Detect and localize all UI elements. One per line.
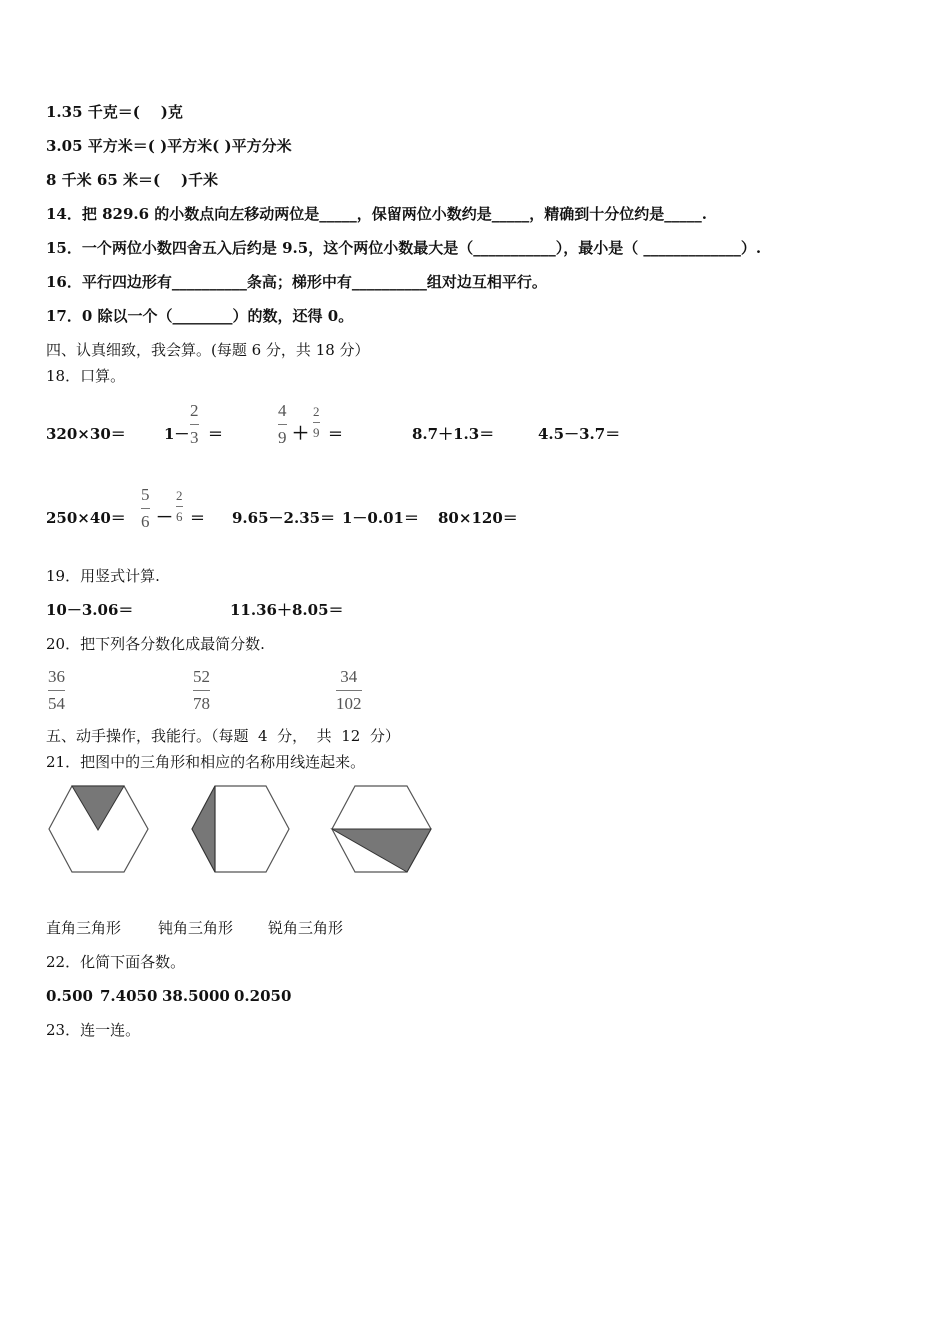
oral-expr-5: 4.5－3.7＝	[538, 425, 621, 443]
hexagon-figure-2	[188, 784, 292, 876]
fraction-numerator: 36	[48, 667, 65, 686]
fraction-numerator: 2	[176, 488, 183, 503]
fraction-34-102	[336, 666, 362, 715]
fraction-52-78	[193, 666, 210, 715]
section-5-heading: 五、动手操作，我能行。（每题 4 分， 共 12 分）	[46, 727, 400, 745]
question-19: 19．用竖式计算.	[46, 567, 160, 585]
fraction-4-9	[278, 400, 287, 449]
shaded-triangle	[332, 829, 431, 872]
plus-sign: ＋	[292, 424, 309, 444]
oral-expr-2-prefix: 1－	[164, 425, 190, 443]
fraction-denominator: 9	[278, 428, 287, 447]
label-obtuse-triangle: 钝角三角形	[158, 919, 234, 937]
hexagon-figure-1	[47, 784, 151, 876]
fraction-denominator: 54	[48, 694, 65, 713]
oral-expr-4: 8.7＋1.3＝	[412, 425, 495, 443]
fraction-36-54	[48, 666, 65, 715]
oral-expr-2-equals: ＝	[208, 425, 224, 443]
fraction-denominator: 6	[176, 509, 183, 524]
label-right-triangle: 直角三角形	[46, 919, 122, 937]
simplify-number-3: 38.5000	[162, 987, 230, 1005]
oral-expr-6: 250×40＝	[46, 509, 126, 527]
fraction-bar	[48, 690, 65, 691]
fraction-bar	[193, 690, 210, 691]
fraction-denominator: 102	[336, 694, 362, 713]
fraction-5-6	[141, 484, 150, 533]
oral-expr-1: 320×30＝	[46, 425, 126, 443]
question-15: 15．一个两位小数四舍五入后约是 9.5，这个两位小数最大是（___________），最小是（ _____________）.	[46, 239, 762, 257]
question-22: 22．化简下面各数。	[46, 953, 186, 971]
fraction-numerator: 5	[141, 485, 150, 504]
fraction-2-9	[313, 404, 320, 441]
fraction-numerator: 2	[190, 401, 199, 420]
question-21: 21．把图中的三角形和相应的名称用线连起来。	[46, 753, 366, 771]
fraction-bar	[313, 422, 320, 423]
fraction-bar	[141, 508, 150, 509]
question-18: 18．口算。	[46, 367, 126, 385]
fraction-bar	[278, 424, 287, 425]
question-14: 14．把 829.6 的小数点向左移动两位是_____，保留两位小数约是_____，精确到十分位约是_____.	[46, 205, 708, 223]
fraction-numerator: 52	[193, 667, 210, 686]
fraction-denominator: 78	[193, 694, 210, 713]
minus-sign: －	[156, 508, 173, 528]
label-acute-triangle: 锐角三角形	[268, 919, 344, 937]
shaded-triangle	[72, 786, 124, 830]
fraction-bar	[190, 424, 199, 425]
question-16: 16．平行四边形有__________条高；梯形中有__________组对边互相平行。	[46, 273, 547, 291]
question-20: 20．把下列各分数化成最简分数.	[46, 635, 265, 653]
fraction-bar	[176, 506, 183, 507]
oral-expr-8: 9.65－2.35＝	[232, 509, 336, 527]
vertical-calc-1: 10－3.06＝	[46, 601, 134, 619]
question-17: 17．0 除以一个（________）的数，还得 0。	[46, 307, 354, 325]
vertical-calc-2: 11.36＋8.05＝	[230, 601, 344, 619]
simplify-number-4: 0.2050	[234, 987, 292, 1005]
question-23: 23．连一连。	[46, 1021, 141, 1039]
fraction-numerator: 34	[340, 667, 358, 686]
hexagon-figure-3	[330, 784, 434, 876]
shaded-triangle	[192, 786, 215, 872]
fraction-numerator: 4	[278, 401, 287, 420]
question-13-line-3: 8 千米 65 米＝( )千米	[46, 171, 219, 189]
section-4-heading: 四、认真细致，我会算。(每题 6 分，共 18 分）	[46, 341, 370, 359]
oral-expr-7-equals: ＝	[190, 509, 206, 527]
fraction-denominator: 3	[190, 428, 199, 447]
fraction-numerator: 2	[313, 404, 320, 419]
simplify-number-1: 0.500	[46, 987, 93, 1005]
fraction-denominator: 6	[141, 512, 150, 531]
fraction-denominator: 9	[313, 425, 320, 440]
simplify-number-2: 7.4050	[100, 987, 158, 1005]
fraction-2-6	[176, 488, 183, 525]
fraction-bar	[336, 690, 362, 691]
fraction-2-3	[190, 400, 199, 449]
oral-expr-3-equals: ＝	[328, 425, 344, 443]
question-13-line-2: 3.05 平方米＝( )平方米( )平方分米	[46, 137, 292, 155]
question-13-line-1: 1.35 千克＝( )克	[46, 103, 183, 121]
oral-expr-9: 1－0.01＝	[342, 509, 419, 527]
oral-expr-10: 80×120＝	[438, 509, 518, 527]
